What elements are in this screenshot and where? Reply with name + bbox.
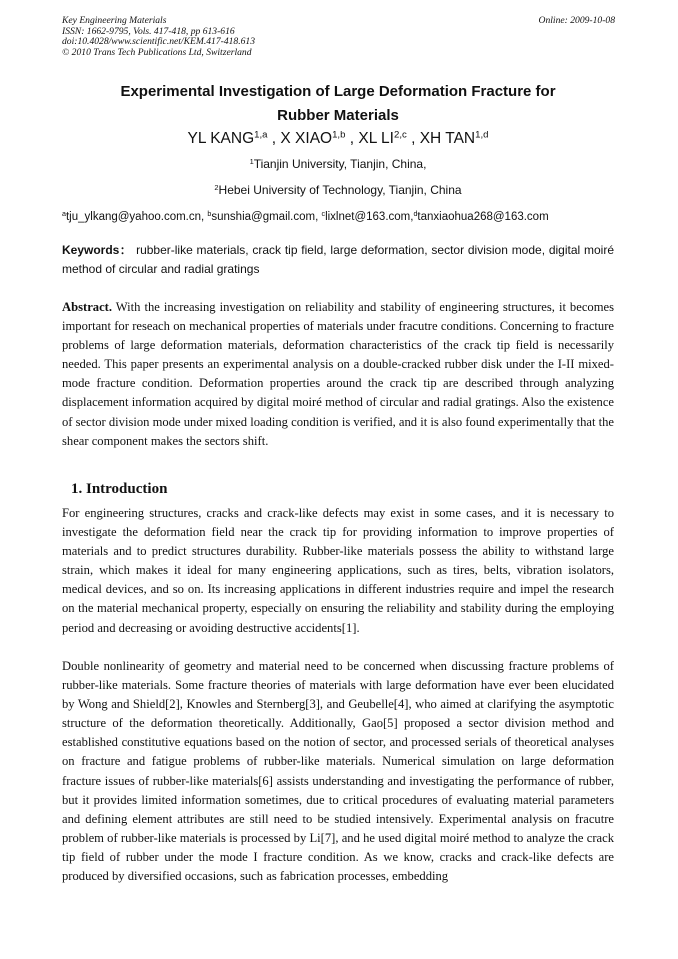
affiliation-1 bbox=[62, 156, 614, 172]
keywords-text: rubber-like materials, crack tip field, large deformation, sector division mode, digital moiré method of circular and radial gratings bbox=[62, 243, 614, 276]
author-name: X XIAO bbox=[280, 130, 333, 147]
copyright-line: © 2010 Trans Tech Publications Ltd, Switzerland bbox=[62, 46, 252, 58]
author-sup: 1,a bbox=[254, 129, 268, 141]
paper-title bbox=[62, 80, 614, 128]
affiliation-text: Hebei University of Technology, Tianjin, China bbox=[218, 183, 462, 197]
affiliation-sup: 1 bbox=[249, 156, 254, 166]
keywords bbox=[62, 241, 614, 279]
abstract bbox=[62, 298, 614, 451]
journal-name: Key Engineering Materials bbox=[62, 15, 167, 26]
email-sup: c bbox=[321, 210, 326, 219]
doi-line: doi:10.4028/www.scientific.net/KEM.417-418.613 bbox=[62, 36, 256, 48]
affiliation-2 bbox=[62, 182, 614, 198]
author-sup: 1,d bbox=[475, 129, 489, 141]
email-text: lixlnet@163.com, bbox=[325, 211, 414, 223]
journal-header bbox=[62, 16, 255, 58]
author-name: XL LI bbox=[358, 130, 394, 147]
issn-line: ISSN: 1662-9795, Vols. 417-418, pp 613-616 bbox=[62, 25, 235, 37]
author-list: YL KANG$^{1,a}$ , X XIAO$^{1,b}$ , XL LI$^{2,c}$ , XH TAN$^{1,d}$ bbox=[187, 129, 489, 147]
email-text: tju_ylkang@yahoo.com.cn, bbox=[65, 211, 208, 223]
email-sup: d bbox=[413, 210, 418, 219]
email-sup: a bbox=[62, 210, 66, 219]
title-line-2: Rubber Materials bbox=[277, 107, 399, 124]
section-heading-introduction: 1. Introduction bbox=[71, 481, 168, 497]
abstract-label: Abstract. bbox=[62, 300, 113, 314]
intro-paragraph-2: Double nonlinearity of geometry and material need to be concerned when discussing fracture problems of rubber-like materials. Some fracture theories of materials with large deformation have ever been elucidated by Wong and Shield[2], Knowles and Sternberg[3], and Geubelle[4], who aimed at clarifying the asymptotic structure of the deformation theoretically. Additionally, Gao[5] proposed a sector division method and established constitutive equations based on the notion of sector, and processed serials of theoretical analyses on fracture and fatigue problems of rubber-like materials. Numerical simulation on large deformation fracture issues of rubber-like materials[6] assists understanding and investigating the performance of rubber, but it provides limited information sometimes, due to critical procedures of evaluating material parameters and defining element attributes are still need to be studied intensively. Experimental analysis on fracutre problem of rubber-like materials is processed by Li[7], and he used digital moiré method to analyze the crack tip field of rubber under the mode I fracture condition. As we know, cracks and crack-like defects are produced by diversified occasions, such as fabrication processes, embedding bbox=[62, 659, 614, 884]
email-sup: b bbox=[207, 210, 212, 219]
author-sup: 2,c bbox=[393, 129, 407, 141]
email-text: tanxiaohua268@163.com bbox=[417, 211, 549, 223]
author-sup: 1,b bbox=[332, 129, 346, 141]
author-name: YL KANG bbox=[187, 130, 255, 147]
online-date: Online: 2009-10-08 bbox=[538, 15, 615, 26]
affiliation-sup: 2 bbox=[214, 182, 219, 192]
email-line bbox=[62, 209, 622, 225]
keywords-label: Keywords： bbox=[62, 243, 133, 257]
abstract-text: With the increasing investigation on reliability and stability of engineering structures, it becomes important for reseach on mechanical properties of materials under fracutre conditions. Concerning to fracture problems of large deformation materials, deformation characteristics of the crack tip field is necessarily needed. This paper presents an experimental analysis on a double-cracked rubber disk under the I-II mixed-mode fracture condition. Deformation properties around the crack tip are described through analyzing displacement information acquired by digital moiré method of circular and radial gratings. Also the existence of sector division mode under mixed loading condition is verified, and it is also found experimentally that the shear component makes the sectors shift. bbox=[62, 300, 614, 448]
email-text: sunshia@gmail.com, bbox=[211, 211, 322, 223]
affiliation-text: Tianjin University, Tianjin, China, bbox=[253, 157, 427, 171]
intro-paragraph-1: For engineering structures, cracks and crack-like defects may exist in some cases, and it is necessary to investigate the deformation field near the crack tip for providing information to improve properties of materials and to predict structures durability. Rubber-like materials possess the ability to withstand large strain, which makes it ideal for many engineering applications, such as tires, belts, vibration isolators, medical devices, and so on. Its increasing applications in different industries require and impel the research on the material mechanical property, especially on ensuring the reliability and stability during the employing period and decreasing or avoiding destructive accidents[1]. bbox=[62, 506, 614, 635]
title-line-1: Experimental Investigation of Large Deformation Fracture for bbox=[120, 83, 556, 100]
author-name: XH TAN bbox=[419, 130, 476, 147]
